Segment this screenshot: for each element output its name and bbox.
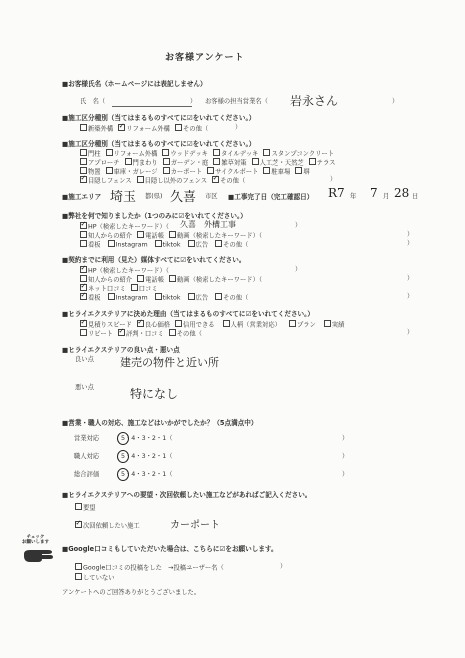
reason-option: その他（ — [176, 330, 202, 338]
content-option: 目隠し以外のフェンス — [144, 177, 208, 185]
used-checkbox[interactable] — [215, 293, 222, 300]
goodbad-section-heading: ■ヒライエクステリアの良い点・悪い点 — [62, 346, 180, 354]
content-option: 駐車場 — [271, 168, 291, 176]
used-option: 知人からの紹介 — [88, 276, 133, 284]
content-close: ） — [330, 176, 337, 183]
reason-section-heading: ■ヒライエクステリアに決めた理由（当てはまるものすべてに☑をいれてください。） — [62, 310, 315, 318]
name-field-line[interactable] — [112, 106, 192, 107]
year-label: 年 — [350, 193, 357, 200]
content-option: 目隠しフェンス — [88, 177, 132, 185]
how-option: 看板 — [88, 241, 101, 249]
used-option: tiktok — [162, 294, 181, 302]
reason-option: プラン — [296, 321, 316, 329]
rating-label-2: 総合評価 — [74, 471, 100, 478]
content-checkbox[interactable] — [207, 167, 214, 174]
reason-option: 見積りスピード — [88, 321, 132, 329]
type-checkbox-0[interactable] — [80, 124, 87, 131]
content-checkbox[interactable] — [252, 158, 259, 165]
good-label: 良い点 — [75, 356, 94, 363]
content-checkbox[interactable] — [80, 167, 87, 174]
city-label: 市区 — [205, 193, 218, 200]
content-option: サイクルポート — [215, 168, 259, 176]
content-option: 人工芝・天然芝 — [259, 159, 304, 167]
pref-label: 都(県) — [145, 193, 163, 200]
content-option: タイルデッキ — [220, 150, 259, 158]
how-row3-close: ） — [407, 240, 414, 247]
good-value-handwriting: 建売の物件と近い所 — [120, 356, 219, 369]
google-opt2-checkbox[interactable] — [75, 573, 82, 580]
request-wish-row — [75, 503, 96, 513]
wish-checkbox[interactable] — [75, 503, 82, 510]
google-opt2-row — [75, 573, 114, 583]
rating-close-1: ） — [342, 453, 349, 460]
rating-scale-1[interactable]: 5・4・3・2・1（ — [121, 453, 173, 460]
content-checkbox[interactable] — [80, 176, 87, 183]
type-option-0: 新築外構 — [88, 125, 114, 133]
name-label: 氏 名（ — [80, 98, 106, 105]
used-section-heading: ■契約までに利用（見た）媒体すべてに☑をいれてください。 — [62, 256, 246, 264]
reason-checkbox[interactable] — [137, 320, 144, 327]
content-section-heading: ■施工区分種別（当てはまるものすべてに☑をいれてください。） — [62, 140, 256, 148]
content-checkbox[interactable] — [137, 176, 144, 183]
reason-checkbox[interactable] — [80, 329, 87, 336]
content-checkbox[interactable] — [213, 158, 220, 165]
customer-section-heading: ■お客様氏名（ホームページには表記しません） — [62, 80, 207, 88]
how-option: その他（ — [223, 241, 249, 249]
reason-checkbox[interactable] — [324, 320, 331, 327]
how-option: 知人からの紹介 — [88, 232, 133, 240]
content-checkbox[interactable] — [213, 149, 220, 156]
reason-checkbox[interactable] — [223, 320, 230, 327]
content-checkbox[interactable] — [125, 158, 132, 165]
rating-label-0: 営業対応 — [74, 435, 100, 442]
reason-option: 評判・口コミ — [125, 330, 164, 338]
used-checkbox[interactable] — [80, 275, 87, 282]
content-checkbox[interactable] — [263, 167, 270, 174]
reason-option: リピート — [88, 330, 113, 338]
content-checkbox[interactable] — [162, 149, 169, 156]
rep-label: お客様の担当営業名（ — [205, 98, 268, 105]
rating-close-0: ） — [342, 435, 349, 442]
type-checkbox-2[interactable] — [175, 124, 182, 131]
used-hp-checkbox[interactable] — [80, 266, 87, 273]
google-section-heading: ■Google口コミもしていただいた場合は、こちらに☑をお願いします。 — [62, 545, 278, 553]
content-checkbox[interactable] — [106, 167, 113, 174]
content-option: 物置 — [88, 168, 101, 176]
name-close: ） — [190, 98, 197, 105]
check-badge-line1: チェック — [26, 535, 45, 540]
used-checkbox[interactable] — [188, 293, 195, 300]
content-option: 門まわり — [132, 159, 158, 167]
next-checkbox[interactable] — [75, 521, 82, 528]
how-hp-close: ） — [295, 222, 302, 229]
reason-checkbox[interactable] — [80, 320, 87, 327]
city-value-handwriting: 久喜 — [170, 190, 197, 205]
google-opt1-row — [75, 563, 224, 573]
type-option-1: リフォーム外構 — [126, 125, 170, 133]
year-value-handwriting: R7 — [328, 186, 345, 200]
used-option: 口コミ — [138, 285, 158, 293]
reason-checkbox[interactable] — [169, 329, 176, 336]
type-close: ） — [235, 124, 242, 131]
content-checkbox[interactable] — [163, 158, 170, 165]
check-badge-line2: お願いします — [22, 540, 49, 545]
rating-scale-0[interactable]: 5・4・3・2・1（ — [121, 435, 173, 442]
content-checkbox[interactable] — [106, 149, 113, 156]
used-option: 電話帳 — [145, 276, 164, 284]
used-row2-close: ） — [407, 275, 414, 282]
how-option: 動画（検索したキーワード）（ — [177, 232, 263, 240]
content-checkbox[interactable] — [163, 167, 170, 174]
content-checkbox[interactable] — [80, 158, 87, 165]
rating-section-heading: ■営業・職人の対応、施工などはいかがでしたか？（5点満点中） — [62, 419, 258, 427]
how-checkbox[interactable] — [188, 240, 195, 247]
how-checkbox[interactable] — [80, 240, 87, 247]
how-option: tiktok — [162, 241, 181, 249]
content-option: テラス — [316, 159, 336, 167]
content-option: 車庫・ガレージ — [113, 168, 158, 176]
reason-checkbox[interactable] — [175, 320, 182, 327]
content-option: 塀 — [303, 168, 310, 176]
completion-label: ■工事完了日（完工確認日） — [228, 193, 314, 201]
reason-option: 人柄（営業対応） — [230, 321, 281, 329]
month-value-handwriting: 7 — [370, 186, 378, 200]
google-opt1-close: ） — [280, 563, 287, 570]
used-option: 看板 — [88, 294, 101, 302]
bad-value-handwriting: 特になし — [130, 387, 179, 401]
reason-option: 信用できる — [183, 321, 215, 329]
used-hp-label: HP（検索したキーワード）（ — [88, 267, 169, 275]
reason-option: 実績 — [331, 321, 345, 329]
used-checkbox[interactable] — [169, 275, 176, 282]
next-value-handwriting: カーポート — [170, 520, 220, 531]
type-checkbox-1[interactable] — [118, 124, 125, 131]
reason-checkbox[interactable] — [118, 329, 125, 336]
how-checkbox[interactable] — [215, 240, 222, 247]
day-label: 日 — [412, 193, 419, 200]
content-option: 雑草対策 — [221, 159, 247, 167]
rating-scale-2[interactable]: 5・4・3・2・1（ — [121, 471, 173, 478]
used-option: ネット口コミ — [88, 285, 126, 293]
used-checkbox[interactable] — [108, 293, 115, 300]
how-checkbox[interactable] — [137, 231, 144, 238]
rep-value-handwriting: 岩永さん — [290, 94, 339, 108]
google-opt2-label: していない — [83, 574, 115, 582]
how-checkbox[interactable] — [155, 240, 162, 247]
next-label: 次回依頼したい施工 — [83, 522, 140, 530]
used-checkbox[interactable] — [80, 284, 87, 291]
how-checkbox[interactable] — [169, 231, 176, 238]
how-row2-close: ） — [407, 231, 414, 238]
content-option: その他（ — [220, 177, 246, 185]
request-next-row — [75, 521, 140, 531]
how-option: 電話帳 — [145, 232, 164, 240]
used-checkbox[interactable] — [131, 284, 138, 291]
how-hp-label: HP（検索したキーワード）（ — [88, 223, 169, 231]
used-row-4 — [80, 293, 248, 303]
content-checkbox[interactable] — [309, 158, 316, 165]
how-hp-keyword-handwriting: 久喜 外構工事 — [180, 220, 236, 229]
reason-checkbox[interactable] — [289, 320, 296, 327]
pointing-hand-icon — [22, 546, 60, 568]
how-section-heading: ■弊社を何で知りましたか（1つのみに☑をいれてください。） — [62, 212, 247, 220]
how-checkbox[interactable] — [108, 240, 115, 247]
content-option: カーポート — [170, 168, 203, 176]
content-option: リフォーム外構 — [113, 150, 158, 158]
used-checkbox[interactable] — [80, 293, 87, 300]
type-option-2: その他（ — [182, 125, 209, 133]
used-checkbox[interactable] — [155, 293, 162, 300]
reason-close: ） — [407, 329, 414, 336]
how-hp-checkbox[interactable] — [80, 222, 87, 229]
rating-label-1: 職人対応 — [74, 453, 100, 460]
how-row-3 — [80, 240, 248, 250]
rating-close-2: ） — [342, 471, 349, 478]
check-badge — [22, 535, 49, 545]
used-option: 広告 — [195, 294, 209, 302]
reason-option: 良心価格 — [144, 321, 171, 329]
how-option: Instagram — [115, 241, 148, 249]
type-options — [80, 124, 208, 134]
used-checkbox[interactable] — [137, 275, 144, 282]
content-option: ガーデン・庭 — [170, 159, 209, 167]
request-section-heading: ■ヒライエクステリアへの要望・次回依頼したい施工などがあればご記入ください。 — [62, 491, 312, 499]
used-row4-close: ） — [407, 293, 414, 300]
bad-label: 悪い点 — [75, 384, 94, 391]
form-title: お客様アンケート — [165, 53, 245, 63]
day-value-handwriting: 28 — [394, 186, 410, 200]
wish-label: 要望 — [83, 504, 96, 512]
used-option: その他（ — [223, 294, 249, 302]
content-checkbox[interactable] — [80, 149, 87, 156]
area-label: ■施工エリア — [62, 193, 102, 201]
used-option: Instagram — [115, 294, 148, 302]
how-option: 広告 — [195, 241, 209, 249]
rep-close: ） — [392, 98, 399, 105]
used-hp-close: ） — [295, 266, 302, 273]
type-section-heading: ■施工区分種別（当てはまるものすべてに☑をいれてください。） — [62, 114, 256, 122]
google-opt1-label: Google口コミの投稿をした →投稿ユーザー名（ — [83, 564, 224, 572]
google-opt1-checkbox[interactable] — [75, 563, 82, 570]
content-row-3 — [80, 176, 245, 186]
content-option: スタンプコンクリート — [271, 150, 335, 158]
reason-row-2 — [80, 329, 202, 339]
content-option: アプローチ — [88, 159, 120, 167]
how-checkbox[interactable] — [80, 231, 87, 238]
content-checkbox[interactable] — [212, 176, 219, 183]
content-checkbox[interactable] — [263, 149, 270, 156]
content-checkbox[interactable] — [295, 167, 302, 174]
content-option: ウッドデッキ — [170, 150, 208, 158]
content-option: 門柱 — [88, 150, 101, 158]
pref-value-handwriting: 埼玉 — [110, 190, 137, 205]
used-option: 動画（検索したキーワード）（ — [177, 276, 263, 284]
thanks-message: アンケートへのご回答ありがとうございました。 — [62, 589, 201, 596]
month-label: 月 — [383, 193, 390, 200]
